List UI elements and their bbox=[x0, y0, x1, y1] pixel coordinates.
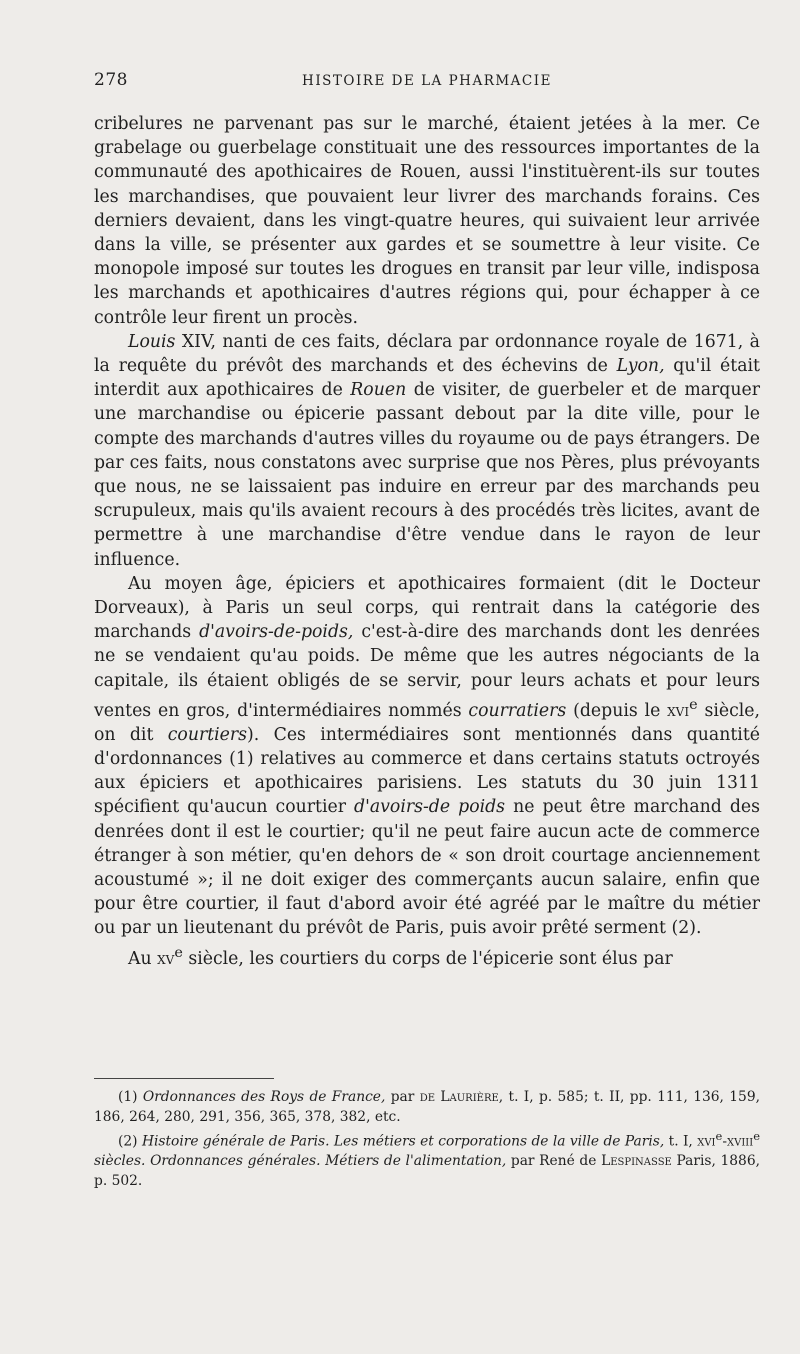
text-segment: t. I, bbox=[664, 1133, 698, 1150]
text-segment: ne peut être marchand des denrées dont il est le courtier; qu'il ne peut faire aucun acte de commerce étranger à son métier, qu'en dehors de « son droit courtage anciennement acoustumé »; il ne doit exiger des commerçants aucun salaire, enfin que pour être courtier, il faut d'abord avoir été agréé par le maître du métier ou par un lieutenant du prévôt de Paris, puis avoir prêté serment (2). bbox=[94, 797, 760, 939]
text-segment: xv bbox=[157, 948, 175, 969]
text-segment: (1) bbox=[118, 1089, 143, 1105]
text-segment: courratiers bbox=[468, 700, 567, 721]
page-number: 278 bbox=[94, 70, 128, 90]
text-segment: par René de bbox=[506, 1153, 602, 1170]
footnote bbox=[94, 1127, 760, 1191]
text-segment: XIV, nanti de ces faits, déclara par ordonnance royale de 1671, à la requête du prévôt des marchands et des échevins de bbox=[94, 331, 760, 377]
text-segment: siècle, les courtiers du corps de l'épicerie sont élus par bbox=[182, 948, 673, 969]
text-segment: Rouen bbox=[350, 380, 407, 401]
text-segment: (depuis le bbox=[566, 700, 668, 721]
text-segment: siècle, on dit bbox=[94, 700, 760, 745]
text-segment: e bbox=[753, 1129, 761, 1144]
text-segment: e bbox=[689, 696, 698, 713]
text-segment: de visiter, de guerbeler et de marquer une marchandise ou épicerie passant debout par la dite ville, pour le compte des marchands d'autres villes du royaume ou de pays étrangers. De par ces faits, nous constatons avec surprise que nos Pères, plus prévoyants que nous, ne se laissaient pas induire en erreur par des marchands peu scrupuleux, mais qu'ils avaient recours à des procédés très licites, avant de permettre à une marchandise d'être vendue dans le rayon de leur influence. bbox=[94, 380, 760, 570]
text-segment: Histoire générale de Paris. Les métiers et corporations de la ville de Paris, bbox=[141, 1133, 665, 1150]
paragraph bbox=[94, 112, 760, 330]
running-title: HISTOIRE DE LA PHARMACIE bbox=[302, 73, 552, 89]
text-segment: e bbox=[174, 944, 183, 961]
text-segment: Lespinasse bbox=[601, 1153, 672, 1170]
text-segment: d'avoirs-de poids bbox=[354, 797, 506, 818]
text-segment: Paris, 1886, p. 502. bbox=[94, 1153, 761, 1189]
text-segment: d'avoirs-de-poids, bbox=[199, 622, 354, 643]
paragraph bbox=[94, 941, 760, 971]
text-segment: Au bbox=[128, 948, 158, 969]
footnotes bbox=[94, 1088, 760, 1192]
text-segment: xviii bbox=[727, 1133, 754, 1150]
text-segment: Au moyen âge, épiciers et apothicaires formaient (dit le Docteur Dorveaux), à Paris un seul corps, qui rentrait dans la catégorie des marchands bbox=[94, 573, 760, 643]
text-segment: (2) bbox=[118, 1133, 142, 1150]
text-segment: siècles. Ordonnances générales. Métiers de l'alimentation, bbox=[94, 1153, 507, 1170]
text-segment: Lyon, bbox=[616, 356, 665, 377]
text-segment: de Laurière bbox=[419, 1089, 499, 1105]
paragraph bbox=[94, 572, 760, 941]
text-segment: courtiers bbox=[167, 724, 248, 745]
text-segment: ). Ces intermédiaires sont mentionnés dans quantité d'ordonnances (1) relatives au commerce et dans certains statuts octroyés aux épiciers et apothicaires parisiens. Les statuts du 30 juin 1311 spécifient qu'aucun courtier bbox=[94, 724, 760, 818]
footnote-rule bbox=[94, 1078, 274, 1079]
text-segment: Louis bbox=[128, 331, 176, 352]
text-segment: cribelures ne parvenant pas sur le marché, étaient jetées à la mer. Ce grabelage ou guerbelage constituait une des ressources importantes de la communauté des apothicaires de Rouen, aussi l'instituèrent-ils sur toutes les marchandises, que pouvaient leur livrer des marchands forains. Ces derniers devaient, dans les vingt-quatre heures, qui suivaient leur arrivée dans la ville, se présenter aux gardes et se soumettre à leur visite. Ce monopole imposé sur toutes les drogues en transit par leur ville, indisposa les marchands et apothicaires d'autres régions qui, pour échapper à ce contrôle leur firent un procès. bbox=[94, 114, 760, 328]
text-segment: c'est-à-dire des marchands dont les denrées ne se vendaient qu'au poids. De même que les autres négociants de la capitale, ils étaient obligés de se servir, pour leurs achats et pour leurs ventes en gros, d'intermédiaires nommés bbox=[94, 622, 760, 721]
text-segment: qu'il était interdit aux apothicaires de bbox=[94, 356, 760, 401]
text-segment: e bbox=[715, 1129, 723, 1144]
text-segment: - bbox=[722, 1133, 727, 1150]
text-segment: par bbox=[385, 1089, 420, 1105]
text-segment: xvi bbox=[697, 1133, 716, 1150]
text-segment: Ordonnances des Roys de France, bbox=[142, 1089, 386, 1105]
footnote bbox=[94, 1088, 760, 1127]
text-segment: , t. I, p. 585; t. II, pp. 111, 136, 159, 186, 264, 280, 291, 356, 365, 378, 382, etc. bbox=[94, 1089, 760, 1125]
page-header bbox=[94, 70, 760, 98]
body-text bbox=[94, 112, 760, 971]
paragraph bbox=[94, 330, 760, 572]
text-segment: xvi bbox=[667, 700, 690, 721]
